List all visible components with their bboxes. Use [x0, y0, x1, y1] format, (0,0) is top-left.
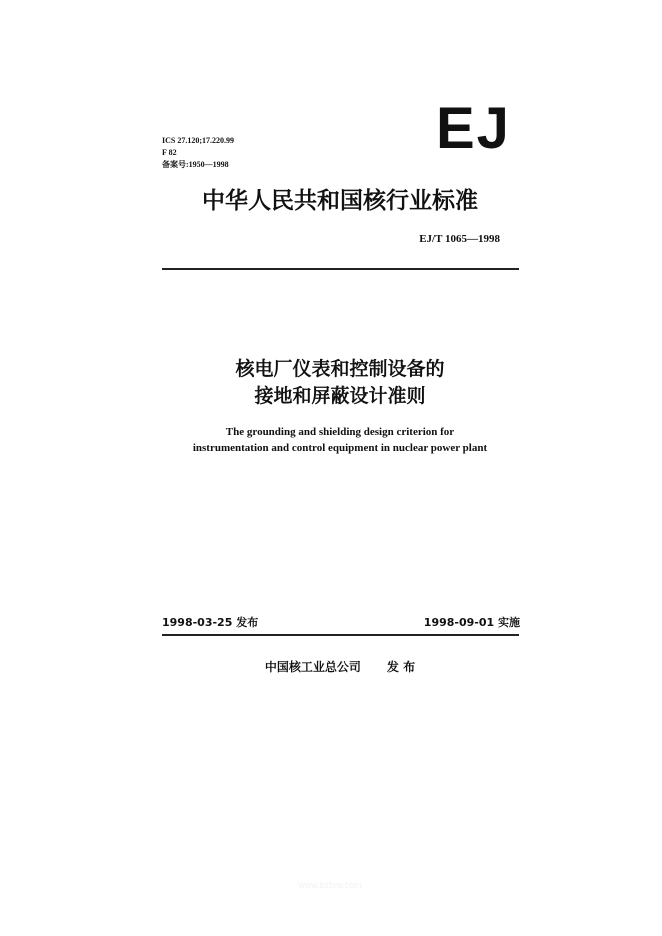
publisher-line: [160, 658, 520, 675]
ccs-number: F 82: [162, 148, 177, 157]
ics-number: ICS 27.120;17.220.99: [162, 136, 235, 145]
document-title-en-line2: instrumentation and control equipment in nuclear power plant: [192, 442, 488, 454]
document-title-cn-line1: 核电厂仪表和控制设备的: [235, 358, 445, 380]
document-title-en-line1: The grounding and shielding design criterion for: [225, 426, 455, 438]
classification-block: [162, 135, 234, 171]
document-title-cn-line2: 接地和屏蔽设计准则: [254, 385, 426, 407]
issue-date: 1998-03-25 发布: [162, 616, 259, 629]
standard-code: EJ/T 1065—1998: [419, 233, 500, 245]
header-divider: [162, 268, 519, 270]
footer-divider: [162, 634, 519, 636]
publisher-name: 中国核工业总公司: [264, 660, 361, 674]
watermark: www.bzfxw.com: [298, 880, 362, 890]
publish-action: 发 布: [386, 660, 416, 674]
ej-logo: EJ: [436, 96, 511, 161]
standard-title: 中华人民共和国核行业标准: [202, 188, 478, 214]
record-number: 备案号:1950—1998: [162, 160, 229, 169]
effective-date: 1998-09-01 实施: [423, 616, 520, 629]
